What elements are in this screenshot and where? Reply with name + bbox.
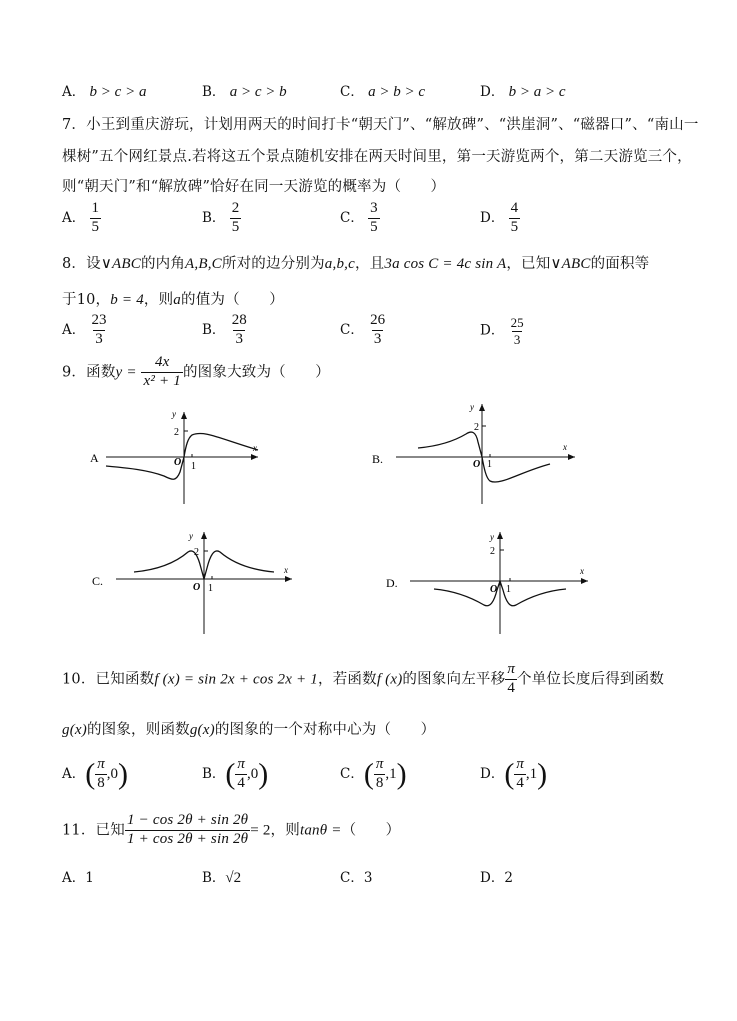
q10-line-1 — [62, 662, 664, 697]
q10-line-2 — [62, 718, 435, 739]
q8-option-b — [202, 313, 249, 348]
numerator: 23 — [91, 312, 107, 328]
option-label: C． — [340, 321, 364, 338]
option-label: A． — [62, 765, 86, 782]
denominator: 3 — [235, 330, 243, 347]
graph-label: B. — [372, 452, 384, 466]
coordinate-tail: ,0 — [246, 765, 259, 782]
denominator: 4 — [516, 774, 524, 791]
q7-line-1: 7．小王到重庆游玩，计划用两天的时间打卡“朝天门”、“解放碑”、“洪崖洞”、“磁器口”、“南山一 — [62, 117, 699, 133]
left-paren: ( — [85, 757, 96, 791]
text: ，若函数 — [318, 671, 377, 688]
fraction — [235, 757, 247, 792]
numerator: π — [516, 756, 524, 772]
option-label: B． — [202, 84, 226, 100]
q9-stem — [62, 355, 330, 390]
q10-option-d — [480, 757, 547, 792]
function-ref: f (x) — [376, 671, 403, 688]
text: 的图象的一个对称中心为（ ） — [214, 722, 436, 738]
numerator: π — [375, 756, 384, 772]
fraction — [509, 201, 521, 236]
graph-a — [88, 400, 288, 505]
option-value: 1 — [85, 870, 94, 886]
denominator: 4 — [507, 679, 516, 696]
origin-label: O — [193, 582, 201, 593]
option-label: B． — [202, 209, 226, 226]
option-label: C． — [340, 84, 364, 100]
tan-expression: tanθ = — [299, 822, 342, 839]
y-label: y — [490, 532, 494, 542]
y-label: y — [189, 531, 193, 541]
graph-label: A — [90, 451, 99, 465]
graph-c — [90, 528, 300, 636]
curve — [106, 433, 258, 479]
text: 的面积等 — [590, 256, 650, 272]
text: 10．已知函数 — [62, 671, 155, 688]
coordinate-tail: ,1 — [385, 765, 397, 782]
tick-2-label: 2 — [474, 422, 479, 433]
sides: a,b,c — [324, 256, 355, 272]
numerator: π — [507, 661, 516, 677]
text: ，已知 — [506, 256, 551, 272]
graph-d — [384, 528, 594, 636]
denominator: 5 — [91, 218, 100, 235]
q11-option-c — [340, 866, 372, 886]
denominator: 3 — [95, 330, 103, 347]
left-paren: ( — [363, 757, 374, 791]
fraction — [125, 813, 250, 848]
option-expr: b > a > c — [508, 84, 566, 100]
denominator: 8 — [97, 774, 105, 791]
option-label: A． — [62, 321, 86, 338]
option-label: D． — [480, 84, 505, 100]
option-value: 2 — [504, 870, 513, 886]
denominator: x² + 1 — [143, 372, 181, 389]
equation: 3a cos C = 4c sin A — [384, 256, 507, 272]
denominator: 4 — [237, 774, 245, 791]
option-label: A． — [62, 209, 86, 226]
y-axis-arrow-icon — [479, 404, 485, 411]
x-axis-arrow-icon — [581, 578, 588, 584]
fraction — [368, 201, 380, 236]
shift-fraction — [505, 662, 517, 697]
coordinate-tail: ,1 — [525, 765, 538, 782]
q6-option-d — [480, 80, 566, 101]
numerator: 2 — [231, 200, 240, 216]
q11-option-a — [62, 866, 94, 886]
right-paren: ) — [537, 757, 548, 791]
x-label: x — [580, 566, 584, 576]
equation: = 2 — [250, 822, 271, 839]
numerator: 1 — [91, 200, 100, 216]
y-label: y — [172, 409, 176, 419]
numerator: 26 — [370, 312, 386, 328]
left-paren: ( — [504, 757, 515, 791]
q6-option-a — [62, 80, 146, 101]
q7-option-a — [62, 201, 101, 236]
lhs: y = — [115, 364, 137, 381]
q7-option-d — [480, 201, 520, 236]
text: 的值为（ ） — [181, 292, 284, 308]
origin-label: O — [490, 584, 498, 595]
origin-label: O — [473, 459, 481, 470]
function-ref: g(x) — [62, 722, 87, 738]
option-label: C． — [340, 870, 364, 886]
q7-option-c — [340, 201, 380, 236]
y-label: y — [470, 402, 474, 412]
fraction — [230, 313, 249, 348]
fraction — [509, 316, 526, 346]
graph-label: D. — [386, 576, 398, 590]
option-label: A． — [62, 84, 86, 100]
fraction — [90, 201, 102, 236]
text: 9．函数 — [62, 364, 116, 381]
fraction — [368, 313, 387, 348]
text: 所对的边分别为 — [221, 256, 325, 272]
function-ref: g(x) — [189, 722, 215, 738]
tick-1-label: 1 — [208, 583, 213, 594]
tick-2-label: 2 — [174, 427, 179, 438]
q8-line-1 — [62, 252, 649, 273]
y-axis-arrow-icon — [201, 532, 207, 539]
function-definition: f (x) = sin 2x + cos 2x + 1 — [154, 671, 319, 688]
denominator: 8 — [375, 774, 384, 791]
text: 个单位长度后得到函数 — [517, 671, 665, 688]
option-value: 3 — [363, 870, 373, 886]
fraction — [230, 201, 242, 236]
numerator: π — [237, 756, 245, 772]
graph-b — [370, 400, 580, 505]
graph-label: C. — [92, 574, 104, 588]
q7-line-2: 棵树”五个网红景点.若将这五个景点随机安排在两天时间里，第一天游览两个，第二天游览三个， — [62, 149, 692, 165]
q8-option-d — [480, 316, 526, 346]
text: 于10， — [62, 292, 111, 308]
triangle-symbol: ∨ABC — [550, 256, 591, 272]
angles: A,B,C — [185, 256, 222, 272]
option-label: D． — [480, 322, 505, 339]
x-label: x — [563, 442, 567, 452]
text: ，则 — [270, 822, 300, 839]
tick-1-label: 1 — [506, 584, 511, 595]
fraction — [374, 757, 386, 792]
text: 11．已知 — [62, 822, 125, 839]
triangle-symbol: ∨ABC — [100, 256, 141, 272]
x-axis-arrow-icon — [568, 454, 575, 460]
origin-label: O — [174, 457, 182, 468]
option-label: C． — [340, 765, 364, 782]
text: ，则 — [143, 292, 174, 308]
q7-line-3: 则“朝天门”和“解放碑”恰好在同一天游览的概率为（ ） — [62, 179, 446, 195]
denominator: 5 — [231, 218, 240, 235]
q10-option-c — [340, 757, 407, 792]
tick-1-label: 1 — [191, 461, 196, 472]
q10-option-b — [202, 757, 268, 792]
fraction — [514, 757, 526, 792]
equation: b = 4 — [110, 292, 144, 308]
text: 的图象大致为（ ） — [182, 364, 330, 381]
right-paren: ) — [118, 757, 129, 791]
q7-option-b — [202, 201, 241, 236]
option-label: C． — [340, 209, 364, 226]
fraction — [141, 355, 182, 390]
variable: a — [173, 292, 181, 308]
numerator: π — [97, 756, 105, 772]
numerator: 4 — [510, 200, 519, 216]
q11-stem — [62, 813, 400, 848]
option-label: D． — [480, 765, 505, 782]
x-label: x — [284, 565, 288, 575]
q8-option-a — [62, 313, 109, 348]
fraction — [90, 313, 109, 348]
option-label: B． — [202, 321, 226, 338]
q6-option-c — [340, 80, 425, 101]
denominator: 5 — [510, 218, 519, 235]
q11-option-b — [202, 866, 241, 887]
x-axis-arrow-icon — [285, 576, 292, 582]
option-expr: a > b > c — [368, 84, 426, 100]
option-label: D． — [480, 209, 505, 226]
x-label: x — [253, 443, 257, 453]
text: （ ） — [341, 822, 401, 839]
option-expr: a > c > b — [229, 84, 287, 100]
text: ，且 — [354, 256, 385, 272]
option-expr: b > c > a — [89, 84, 147, 100]
numerator: 1 − cos 2θ + sin 2θ — [126, 812, 249, 828]
text: 的图象向左平移 — [402, 671, 506, 688]
q10-option-a — [62, 757, 128, 792]
option-value: √2 — [225, 870, 242, 886]
y-axis-arrow-icon — [181, 412, 187, 419]
numerator: 3 — [370, 200, 378, 216]
numerator: 4x — [154, 354, 170, 370]
numerator: 25 — [510, 315, 524, 330]
q11-option-d — [480, 866, 513, 886]
option-label: B． — [202, 765, 226, 782]
denominator: 5 — [370, 218, 378, 235]
left-paren: ( — [225, 757, 236, 791]
right-paren: ) — [258, 757, 269, 791]
coordinate-tail: ,0 — [106, 765, 119, 782]
q8-line-2 — [62, 288, 284, 309]
text: 8．设 — [62, 256, 101, 272]
q8-option-c — [340, 313, 387, 348]
tick-1-label: 1 — [487, 459, 492, 470]
option-label: B． — [202, 870, 226, 886]
denominator: 3 — [513, 331, 521, 347]
x-axis-arrow-icon — [251, 454, 258, 460]
text: 的内角 — [140, 256, 186, 272]
right-paren: ) — [396, 757, 407, 791]
tick-2-label: 2 — [490, 546, 495, 557]
fraction — [95, 757, 107, 792]
text: 的图象，则函数 — [86, 722, 190, 738]
option-label: D． — [480, 870, 505, 886]
tick-2-label: 2 — [194, 547, 199, 558]
denominator: 3 — [373, 330, 382, 347]
denominator: 1 + cos 2θ + sin 2θ — [126, 830, 249, 847]
option-label: A． — [62, 870, 86, 886]
numerator: 28 — [231, 312, 247, 328]
y-axis-arrow-icon — [497, 532, 503, 539]
q6-option-b — [202, 80, 287, 101]
